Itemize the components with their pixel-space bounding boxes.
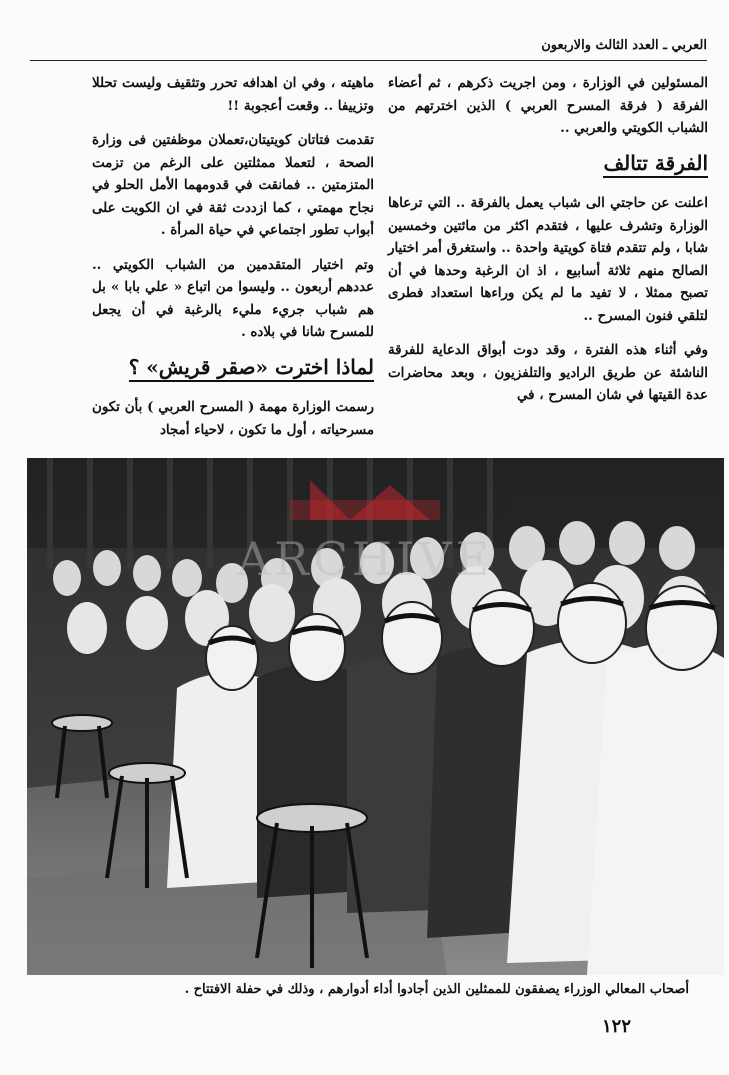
audience-photo-illustration bbox=[27, 458, 724, 975]
right-paragraph-1: اعلنت عن حاجتي الى شباب يعمل بالفرقة .. التي ترعاها الوزارة وتشرف عليها ، فتقدم اكثر من مائتين وخمسين شابا ، ولم تتقدم فتاة كويتية واحدة .. واستغرق أمر اختيار الصالح منهم ثلاثة أسابيع ، اذ ان الرغبة وحدها في أن تصبح ممثلا ، لا تفيد ما لم يكن وراءها استعداد فطرى لتلقي فنون المسرح .. bbox=[388, 195, 708, 324]
right-column bbox=[388, 72, 708, 419]
watermark-text: ARCHIVE bbox=[236, 532, 494, 586]
left-paragraph-1: ماهيته ، وفي ان اهدافه تحرر وتثقيف وليست تحللا وتزييفا .. وقعت أعجوبة !! bbox=[92, 75, 374, 114]
section-heading-saqr-quraish-text: لماذا اخترت «صقر قريش» ؟ bbox=[129, 356, 374, 383]
running-header bbox=[30, 36, 707, 61]
left-paragraph-4: رسمت الوزارة مهمة ( المسرح العربي ) بأن تكون مسرحياته ، أول ما تكون ، لاحياء أمجاد bbox=[92, 399, 374, 438]
header-text: العربي ـ العدد الثالث والاربعون bbox=[541, 38, 707, 53]
page-number: ١٢٢ bbox=[602, 1016, 632, 1037]
left-paragraph-2: تقدمت فتاتان كويتيتان،تعملان موظفتين فى وزارة الصحة ، لتعملا ممثلتين على الرغم من تزمت المتزمتين .. فمانقت في قدومهما الأمل الحلو في نجاح مهمتي ، كما ازددت ثقة في ان الكويت على أبواب تطور اجتماعي في حياة المرأة . bbox=[92, 132, 374, 238]
left-paragraph-3: وتم اختيار المتقدمين من الشباب الكويتي .. عددهم أربعون .. وليسوا من اتباع « علي بابا » بل هم شباب جريء مليء بالرغبة في أن يجعل للمسرح شانا في بلاده . bbox=[92, 256, 374, 340]
left-column bbox=[92, 72, 374, 453]
right-intro-paragraph: المسئولين في الوزارة ، ومن اجريت ذكرهم ، ثم أعضاء الفرقة ( فرقة المسرح العربي ) الذين اخترتهم من الشباب الكويتي والعربي .. bbox=[388, 75, 708, 136]
section-heading-troupe-text: الفرقة تتالف bbox=[603, 152, 708, 179]
photo-caption: أصحاب المعالي الوزراء يصفقون للممثلين الذين أجادوا أداء أدوارهم ، وذلك في حفلة الافتتاح . bbox=[184, 982, 689, 997]
right-paragraph-2: وفي أثناء هذه الفترة ، وقد دوت أبواق الدعاية للفرقة الناشئة عن طريق الراديو والتلفزيون ، وبعد محاضرات عدة القيتها في شان المسرح ، في bbox=[388, 342, 708, 403]
section-heading-saqr-quraish bbox=[92, 356, 374, 383]
audience-photo bbox=[27, 458, 724, 975]
section-heading-troupe bbox=[388, 152, 708, 179]
